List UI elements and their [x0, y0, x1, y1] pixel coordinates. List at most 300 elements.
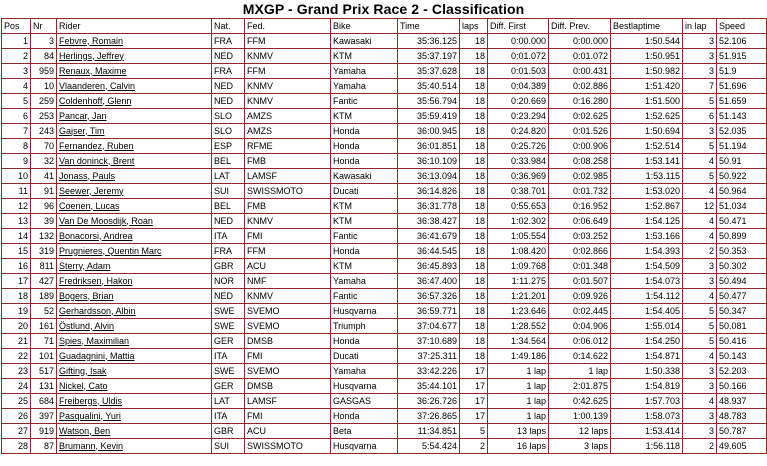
- table-row: [2, 319, 767, 334]
- cell-bestlaptime: 1:53.115: [611, 169, 683, 184]
- cell-nr: 517: [31, 364, 57, 379]
- cell-laps: 18: [460, 34, 488, 49]
- cell-pos: 6: [2, 109, 31, 124]
- rider-link[interactable]: Herlings, Jeffrey: [59, 50, 124, 61]
- rider-link[interactable]: Spies, Maximilian: [59, 335, 130, 346]
- cell-bike: Beta: [331, 424, 398, 439]
- cell-nat: LAT: [212, 169, 245, 184]
- cell-diff-prev: 0:16.280: [549, 94, 611, 109]
- cell-bike: GASGAS: [331, 394, 398, 409]
- rider-link[interactable]: Fredriksen, Hakon: [59, 275, 133, 286]
- cell-nat: SWE: [212, 319, 245, 334]
- cell-laps: 18: [460, 94, 488, 109]
- cell-nat: SUI: [212, 439, 245, 454]
- cell-nr: 131: [31, 379, 57, 394]
- cell-diff-prev: 2:01.875: [549, 379, 611, 394]
- cell-nr: 397: [31, 409, 57, 424]
- table-row: [2, 79, 767, 94]
- cell-bike: Honda: [331, 139, 398, 154]
- rider-link[interactable]: Pancar, Jan: [59, 110, 107, 121]
- cell-bike: KTM: [331, 199, 398, 214]
- cell-in-lap: 4: [683, 394, 717, 409]
- cell-bike: Honda: [331, 334, 398, 349]
- cell-diff-first: 0:04.389: [488, 79, 549, 94]
- cell-diff-first: 1:21.201: [488, 289, 549, 304]
- cell-nr: 259: [31, 94, 57, 109]
- column-header-bestlaptime: Bestlaptime: [611, 19, 683, 34]
- cell-in-lap: 4: [683, 349, 717, 364]
- cell-speed: 51.915: [717, 49, 767, 64]
- cell-fed: FMI: [245, 229, 331, 244]
- rider-link[interactable]: Gajser, Tim: [59, 125, 105, 136]
- cell-time: 36:13.094: [398, 169, 460, 184]
- table-row: [2, 139, 767, 154]
- cell-speed: 50.787: [717, 424, 767, 439]
- cell-in-lap: 4: [683, 184, 717, 199]
- cell-diff-first: 1 lap: [488, 409, 549, 424]
- table-row: [2, 379, 767, 394]
- cell-nat: FRA: [212, 244, 245, 259]
- cell-time: 36:47.400: [398, 274, 460, 289]
- table-row: [2, 199, 767, 214]
- rider-link[interactable]: Sterry, Adam: [59, 260, 111, 271]
- cell-laps: 18: [460, 154, 488, 169]
- cell-nat: NED: [212, 79, 245, 94]
- cell-nat: SLO: [212, 109, 245, 124]
- cell-fed: DMSB: [245, 334, 331, 349]
- cell-time: 36:44.545: [398, 244, 460, 259]
- cell-diff-prev: 0:04.906: [549, 319, 611, 334]
- cell-nr: 811: [31, 259, 57, 274]
- cell-pos: 10: [2, 169, 31, 184]
- table-row: [2, 259, 767, 274]
- cell-speed: 52.035: [717, 124, 767, 139]
- cell-in-lap: 5: [683, 139, 717, 154]
- cell-bestlaptime: 1:53.141: [611, 154, 683, 169]
- cell-laps: 5: [460, 424, 488, 439]
- cell-nr: 32: [31, 154, 57, 169]
- cell-nr: 3: [31, 34, 57, 49]
- cell-diff-prev: 1 lap: [549, 364, 611, 379]
- cell-diff-first: 1:02.302: [488, 214, 549, 229]
- cell-in-lap: 3: [683, 49, 717, 64]
- table-row: [2, 289, 767, 304]
- cell-laps: 18: [460, 229, 488, 244]
- cell-bike: Kawasaki: [331, 34, 398, 49]
- cell-laps: 18: [460, 199, 488, 214]
- cell-diff-first: 1:23.646: [488, 304, 549, 319]
- cell-nr: 84: [31, 49, 57, 64]
- cell-rider: [57, 364, 212, 379]
- cell-bestlaptime: 1:50.951: [611, 49, 683, 64]
- table-row: [2, 334, 767, 349]
- cell-diff-prev: 0:02.985: [549, 169, 611, 184]
- rider-link[interactable]: Brumann, Kevin: [59, 440, 124, 451]
- cell-bestlaptime: 1:55.014: [611, 319, 683, 334]
- cell-in-lap: 7: [683, 79, 717, 94]
- rider-link[interactable]: Jonass, Pauls: [59, 170, 116, 181]
- cell-nr: 684: [31, 394, 57, 409]
- cell-nat: ITA: [212, 349, 245, 364]
- cell-fed: ACU: [245, 424, 331, 439]
- rider-link[interactable]: Guadagnini, Mattia: [59, 350, 135, 361]
- rider-link[interactable]: Watson, Ben: [59, 425, 111, 436]
- cell-rider: [57, 289, 212, 304]
- cell-rider: [57, 154, 212, 169]
- column-header-nat: Nat.: [212, 19, 245, 34]
- cell-pos: 7: [2, 124, 31, 139]
- cell-bestlaptime: 1:58.073: [611, 409, 683, 424]
- cell-pos: 5: [2, 94, 31, 109]
- cell-rider: [57, 349, 212, 364]
- rider-link[interactable]: Renaux, Maxime: [59, 65, 127, 76]
- cell-time: 35:40.514: [398, 79, 460, 94]
- cell-diff-prev: 0:42.625: [549, 394, 611, 409]
- rider-link[interactable]: Östlund, Alvin: [59, 320, 115, 331]
- cell-in-lap: 4: [683, 154, 717, 169]
- cell-rider: [57, 79, 212, 94]
- cell-time: 36:57.326: [398, 289, 460, 304]
- table-row: [2, 49, 767, 64]
- rider-link[interactable]: Gerhardsson, Albin: [59, 305, 136, 316]
- cell-nr: 243: [31, 124, 57, 139]
- cell-rider: [57, 139, 212, 154]
- cell-speed: 50.471: [717, 214, 767, 229]
- cell-laps: 18: [460, 109, 488, 124]
- cell-rider: [57, 64, 212, 79]
- cell-pos: 23: [2, 364, 31, 379]
- cell-bike: Husqvarna: [331, 439, 398, 454]
- cell-speed: 50.166: [717, 379, 767, 394]
- rider-link[interactable]: Bonacorsi, Andrea: [59, 230, 133, 241]
- cell-nr: 96: [31, 199, 57, 214]
- cell-bike: Yamaha: [331, 64, 398, 79]
- cell-time: 36:31.778: [398, 199, 460, 214]
- cell-bike: KTM: [331, 109, 398, 124]
- cell-diff-prev: 0:03.252: [549, 229, 611, 244]
- cell-speed: 51.034: [717, 199, 767, 214]
- cell-speed: 52.203: [717, 364, 767, 379]
- rider-link[interactable]: Gifting, Isak: [59, 365, 107, 376]
- cell-bestlaptime: 1:54.819: [611, 379, 683, 394]
- cell-nr: 10: [31, 79, 57, 94]
- cell-laps: 18: [460, 334, 488, 349]
- cell-diff-prev: 3 laps: [549, 439, 611, 454]
- cell-nr: 319: [31, 244, 57, 259]
- rider-link[interactable]: Bogers, Brian: [59, 290, 114, 301]
- cell-diff-prev: 0:00.000: [549, 34, 611, 49]
- cell-diff-prev: 0:06.649: [549, 214, 611, 229]
- cell-in-lap: 3: [683, 379, 717, 394]
- cell-bestlaptime: 1:50.338: [611, 364, 683, 379]
- cell-rider: [57, 274, 212, 289]
- cell-fed: KNMV: [245, 289, 331, 304]
- cell-diff-first: 16 laps: [488, 439, 549, 454]
- cell-rider: [57, 334, 212, 349]
- cell-in-lap: 12: [683, 199, 717, 214]
- cell-bike: Husqvarna: [331, 304, 398, 319]
- rider-link[interactable]: Prugnieres, Quentin Marc: [59, 245, 162, 256]
- cell-pos: 11: [2, 184, 31, 199]
- cell-diff-prev: 0:09.926: [549, 289, 611, 304]
- cell-fed: KNMV: [245, 49, 331, 64]
- cell-fed: SVEMO: [245, 304, 331, 319]
- cell-diff-first: 0:01.503: [488, 64, 549, 79]
- column-header-diff-prev: Diff. Prev.: [549, 19, 611, 34]
- cell-in-lap: 2: [683, 439, 717, 454]
- cell-rider: [57, 184, 212, 199]
- cell-pos: 4: [2, 79, 31, 94]
- cell-nr: 253: [31, 109, 57, 124]
- cell-laps: 18: [460, 139, 488, 154]
- cell-bestlaptime: 1:50.694: [611, 124, 683, 139]
- cell-rider: [57, 394, 212, 409]
- cell-pos: 14: [2, 229, 31, 244]
- cell-rider: [57, 304, 212, 319]
- cell-nat: BEL: [212, 199, 245, 214]
- cell-bike: Husqvarna: [331, 379, 398, 394]
- cell-nat: GBR: [212, 424, 245, 439]
- cell-rider: [57, 94, 212, 109]
- rider-link[interactable]: Febvre, Romain: [59, 35, 124, 46]
- cell-nat: GBR: [212, 259, 245, 274]
- cell-diff-first: 0:23.294: [488, 109, 549, 124]
- cell-speed: 50.347: [717, 304, 767, 319]
- cell-in-lap: 4: [683, 229, 717, 244]
- cell-nat: NOR: [212, 274, 245, 289]
- cell-bestlaptime: 1:54.112: [611, 289, 683, 304]
- cell-diff-first: 1:49.186: [488, 349, 549, 364]
- table-row: [2, 154, 767, 169]
- cell-time: 37:26.865: [398, 409, 460, 424]
- cell-diff-first: 1:05.554: [488, 229, 549, 244]
- cell-bestlaptime: 1:51.500: [611, 94, 683, 109]
- cell-diff-first: 1 lap: [488, 394, 549, 409]
- cell-rider: [57, 244, 212, 259]
- cell-fed: FMB: [245, 199, 331, 214]
- rider-link[interactable]: Nickel, Cato: [59, 380, 108, 391]
- cell-speed: 50.143: [717, 349, 767, 364]
- cell-nat: ITA: [212, 229, 245, 244]
- cell-time: 35:59.419: [398, 109, 460, 124]
- table-row: [2, 124, 767, 139]
- cell-rider: [57, 319, 212, 334]
- cell-fed: ACU: [245, 259, 331, 274]
- cell-rider: [57, 379, 212, 394]
- cell-speed: 51.9: [717, 64, 767, 79]
- cell-rider: [57, 229, 212, 244]
- cell-speed: 50.922: [717, 169, 767, 184]
- cell-nr: 189: [31, 289, 57, 304]
- cell-bestlaptime: 1:57.703: [611, 394, 683, 409]
- cell-diff-first: 0:20.669: [488, 94, 549, 109]
- cell-pos: 17: [2, 274, 31, 289]
- classification-table: [1, 18, 767, 454]
- cell-rider: [57, 169, 212, 184]
- cell-diff-first: 13 laps: [488, 424, 549, 439]
- cell-in-lap: 5: [683, 334, 717, 349]
- table-row: [2, 34, 767, 49]
- cell-laps: 18: [460, 274, 488, 289]
- cell-pos: 9: [2, 154, 31, 169]
- cell-nr: 101: [31, 349, 57, 364]
- cell-time: 36:10.109: [398, 154, 460, 169]
- cell-diff-prev: 0:02.886: [549, 79, 611, 94]
- cell-fed: KNMV: [245, 79, 331, 94]
- table-row: [2, 349, 767, 364]
- cell-speed: 48.783: [717, 409, 767, 424]
- cell-time: 33:42.226: [398, 364, 460, 379]
- table-row: [2, 424, 767, 439]
- cell-bike: Honda: [331, 154, 398, 169]
- rider-link[interactable]: Freibergs, Uldis: [59, 395, 123, 406]
- cell-rider: [57, 214, 212, 229]
- cell-in-lap: 5: [683, 169, 717, 184]
- cell-nat: SLO: [212, 124, 245, 139]
- cell-bestlaptime: 1:50.544: [611, 34, 683, 49]
- cell-diff-first: 1:11.275: [488, 274, 549, 289]
- cell-in-lap: 6: [683, 109, 717, 124]
- cell-time: 36:45.893: [398, 259, 460, 274]
- table-header-row: [2, 19, 767, 34]
- cell-diff-prev: 12 laps: [549, 424, 611, 439]
- cell-time: 35:56.794: [398, 94, 460, 109]
- cell-diff-first: 0:33.984: [488, 154, 549, 169]
- cell-speed: 48.937: [717, 394, 767, 409]
- rider-link[interactable]: Van De Moosdijk, Roan: [59, 215, 153, 226]
- cell-fed: SWISSMOTO: [245, 439, 331, 454]
- cell-diff-first: 1:28.552: [488, 319, 549, 334]
- cell-diff-prev: 0:01.507: [549, 274, 611, 289]
- cell-laps: 18: [460, 259, 488, 274]
- column-header-nr: Nr: [31, 19, 57, 34]
- cell-fed: AMZS: [245, 124, 331, 139]
- cell-laps: 17: [460, 364, 488, 379]
- cell-time: 36:38.427: [398, 214, 460, 229]
- cell-rider: [57, 259, 212, 274]
- cell-speed: 50.302: [717, 259, 767, 274]
- table-row: [2, 94, 767, 109]
- cell-time: 37:25.311: [398, 349, 460, 364]
- rider-link[interactable]: Van doninck, Brent: [59, 155, 135, 166]
- cell-fed: SVEMO: [245, 319, 331, 334]
- cell-fed: LAMSF: [245, 394, 331, 409]
- table-row: [2, 394, 767, 409]
- cell-diff-first: 0:55.653: [488, 199, 549, 214]
- cell-fed: NMF: [245, 274, 331, 289]
- cell-bestlaptime: 1:53.020: [611, 184, 683, 199]
- cell-pos: 13: [2, 214, 31, 229]
- cell-diff-first: 1:09.768: [488, 259, 549, 274]
- cell-pos: 19: [2, 304, 31, 319]
- cell-bestlaptime: 1:54.125: [611, 214, 683, 229]
- cell-time: 36:26.726: [398, 394, 460, 409]
- cell-diff-prev: 0:00.906: [549, 139, 611, 154]
- cell-nr: 919: [31, 424, 57, 439]
- cell-diff-prev: 0:02.866: [549, 244, 611, 259]
- rider-link[interactable]: Seewer, Jeremy: [59, 185, 124, 196]
- cell-pos: 2: [2, 49, 31, 64]
- cell-bike: Triumph: [331, 319, 398, 334]
- cell-bestlaptime: 1:53.414: [611, 424, 683, 439]
- cell-diff-prev: 0:02.445: [549, 304, 611, 319]
- cell-time: 11:34.851: [398, 424, 460, 439]
- cell-pos: 24: [2, 379, 31, 394]
- cell-pos: 22: [2, 349, 31, 364]
- cell-rider: [57, 424, 212, 439]
- cell-bike: KTM: [331, 214, 398, 229]
- rider-link[interactable]: Coldenhoff, Glenn: [59, 95, 132, 106]
- cell-fed: KNMV: [245, 214, 331, 229]
- cell-fed: SWISSMOTO: [245, 184, 331, 199]
- cell-rider: [57, 439, 212, 454]
- rider-link[interactable]: Fernandez, Ruben: [59, 140, 134, 151]
- rider-link[interactable]: Vlaanderen, Calvin: [59, 80, 136, 91]
- cell-bestlaptime: 1:54.393: [611, 244, 683, 259]
- column-header-rider: Rider: [57, 19, 212, 34]
- rider-link[interactable]: Coenen, Lucas: [59, 200, 120, 211]
- cell-in-lap: 3: [683, 409, 717, 424]
- cell-bike: Fantic: [331, 289, 398, 304]
- cell-nat: NED: [212, 289, 245, 304]
- cell-speed: 50.416: [717, 334, 767, 349]
- cell-time: 35:36.125: [398, 34, 460, 49]
- cell-bike: KTM: [331, 259, 398, 274]
- cell-time: 35:37.628: [398, 64, 460, 79]
- cell-speed: 50.91: [717, 154, 767, 169]
- cell-diff-first: 0:25.726: [488, 139, 549, 154]
- cell-bestlaptime: 1:51.420: [611, 79, 683, 94]
- cell-diff-first: 0:24.820: [488, 124, 549, 139]
- table-row: [2, 64, 767, 79]
- cell-rider: [57, 49, 212, 64]
- cell-diff-first: 0:36.969: [488, 169, 549, 184]
- cell-nr: 41: [31, 169, 57, 184]
- column-header-in-lap: in lap: [683, 19, 717, 34]
- cell-pos: 15: [2, 244, 31, 259]
- cell-fed: KNMV: [245, 94, 331, 109]
- cell-nr: 70: [31, 139, 57, 154]
- cell-diff-prev: 0:06.012: [549, 334, 611, 349]
- cell-fed: FMI: [245, 349, 331, 364]
- cell-diff-first: 1 lap: [488, 364, 549, 379]
- cell-bike: Yamaha: [331, 274, 398, 289]
- cell-nat: NED: [212, 214, 245, 229]
- cell-bike: KTM: [331, 49, 398, 64]
- cell-bestlaptime: 1:54.509: [611, 259, 683, 274]
- cell-speed: 50.494: [717, 274, 767, 289]
- cell-speed: 51.194: [717, 139, 767, 154]
- cell-fed: RFME: [245, 139, 331, 154]
- table-row: [2, 304, 767, 319]
- cell-laps: 18: [460, 64, 488, 79]
- cell-pos: 18: [2, 289, 31, 304]
- cell-nat: SWE: [212, 304, 245, 319]
- cell-diff-first: 1 lap: [488, 379, 549, 394]
- cell-diff-prev: 0:08.258: [549, 154, 611, 169]
- cell-bestlaptime: 1:56.118: [611, 439, 683, 454]
- cell-in-lap: 3: [683, 364, 717, 379]
- column-header-pos: Pos: [2, 19, 31, 34]
- cell-laps: 18: [460, 349, 488, 364]
- table-row: [2, 274, 767, 289]
- cell-in-lap: 4: [683, 289, 717, 304]
- cell-pos: 28: [2, 439, 31, 454]
- rider-link[interactable]: Pasqualini, Yuri: [59, 410, 121, 421]
- cell-rider: [57, 199, 212, 214]
- table-row: [2, 229, 767, 244]
- cell-bike: Kawasaki: [331, 169, 398, 184]
